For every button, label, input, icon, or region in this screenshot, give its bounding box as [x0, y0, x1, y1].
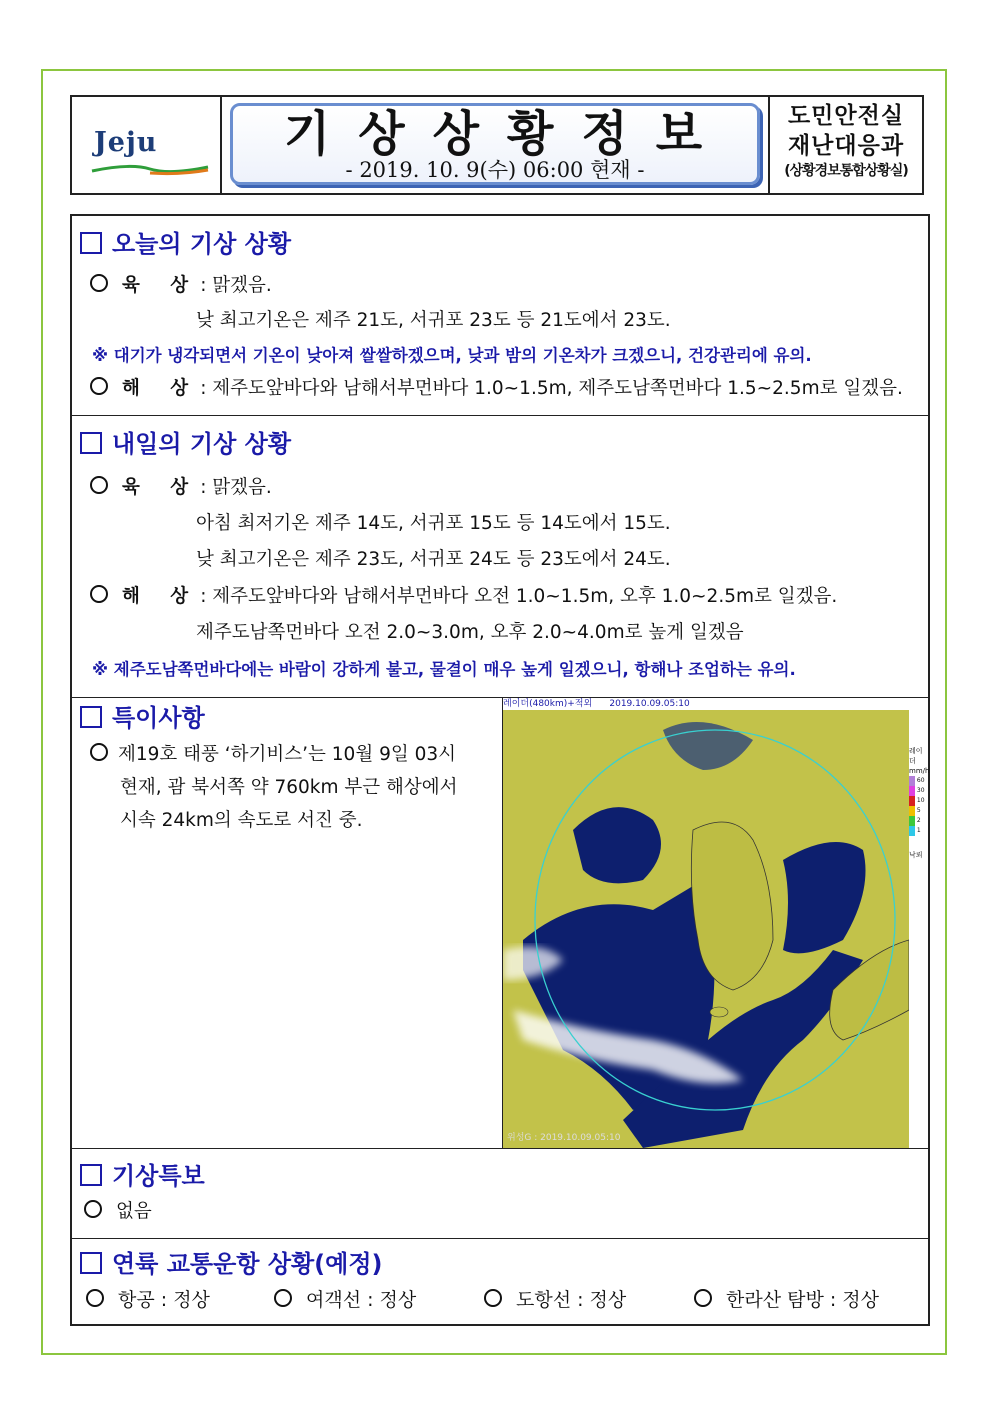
- tomorrow-sea-text: : 제주도앞바다와 남해서부먼바다 오전 1.0~1.5m, 오후 1.0~2.5m로 일겠음.: [200, 586, 838, 607]
- traffic-item-ferry: [274, 1287, 416, 1313]
- checkbox-icon: [80, 1164, 102, 1186]
- legend-row: [909, 786, 929, 796]
- traffic-item-air: [86, 1287, 210, 1313]
- tomorrow-sea-line: [90, 584, 837, 610]
- legend-lightning: 낙뢰: [909, 851, 923, 859]
- traffic-air-text: 항공 : 정상: [118, 1289, 210, 1311]
- warning-value: 없음: [116, 1201, 152, 1222]
- section-tomorrow: [72, 416, 928, 698]
- checkbox-icon: [80, 1252, 102, 1274]
- report-title: 기상상황정보: [283, 106, 731, 162]
- checkbox-icon: [80, 232, 102, 254]
- typhoon-line-3: 시속 24km의 속도로 서진 중.: [120, 810, 363, 831]
- circle-bullet-icon: [90, 585, 108, 603]
- department-cell: [768, 97, 922, 193]
- circle-bullet-icon: [86, 1289, 104, 1307]
- dept-name-3: (상황경보통합상황실): [784, 163, 908, 179]
- radar-legend: [909, 746, 929, 860]
- tomorrow-min-temp: 아침 최저기온 제주 14도, 서귀포 15도 등 14도에서 15도.: [196, 513, 671, 534]
- legend-rows: [909, 776, 929, 836]
- sea-label: 해 상: [122, 586, 201, 607]
- section-title-text: 오늘의 기상 상황: [112, 230, 291, 258]
- land-label: 육 상: [122, 275, 201, 296]
- radar-footer: 위성G : 2019.10.09.05:10: [507, 1133, 621, 1143]
- report-body: [70, 214, 930, 1326]
- today-land-text: : 맑겠음.: [200, 275, 272, 296]
- today-land-line: [90, 273, 272, 299]
- section-traffic: [72, 1239, 928, 1324]
- legend-row: [909, 826, 929, 836]
- typhoon-text-1: 제19호 태풍 ‘하기비스’는 10월 9일 03시: [118, 744, 457, 765]
- report-date: - 2019. 10. 9(수) 06:00 현재 -: [345, 158, 645, 182]
- legend-row: [909, 806, 929, 816]
- legend-row: [909, 796, 929, 806]
- section-title-special: [80, 703, 205, 733]
- legend-value: 30: [915, 787, 925, 794]
- tomorrow-land-line: [90, 475, 272, 501]
- traffic-item-island-ferry: [484, 1287, 626, 1313]
- circle-bullet-icon: [90, 743, 108, 761]
- legend-value: 60: [915, 777, 925, 784]
- radar-header: [503, 698, 690, 710]
- checkbox-icon: [80, 706, 102, 728]
- radar-satellite-image: [502, 698, 928, 1148]
- radar-map-icon: [503, 710, 909, 1148]
- legend-value: 10: [915, 797, 925, 804]
- legend-unit: mm/h: [909, 767, 930, 775]
- dept-name-2: 재난대응과: [787, 133, 905, 159]
- traffic-hallasan-text: 한라산 탐방 : 정상: [726, 1289, 879, 1311]
- section-special: [72, 698, 928, 1149]
- typhoon-line-2: 현재, 괌 북서쪽 약 760km 부근 해상에서: [120, 777, 458, 798]
- radar-time-label: 2019.10.09.05:10: [609, 699, 690, 709]
- section-title-text: 특이사항: [112, 704, 205, 732]
- today-sea-text: : 제주도앞바다와 남해서부먼바다 1.0~1.5m, 제주도남쪽먼바다 1.5~2.5m로 일겠음.: [200, 378, 903, 399]
- section-title-today: [80, 229, 291, 259]
- title-box: [230, 103, 760, 185]
- traffic-island-ferry-text: 도항선 : 정상: [516, 1289, 627, 1311]
- report-header: [70, 95, 924, 195]
- circle-bullet-icon: [90, 377, 108, 395]
- traffic-ferry-text: 여객선 : 정상: [306, 1289, 417, 1311]
- legend-row: [909, 776, 929, 786]
- section-title-text: 연륙 교통운항 상황(예정): [112, 1250, 383, 1278]
- typhoon-info: [90, 738, 500, 837]
- section-title-text: 기상특보: [112, 1162, 205, 1190]
- logo-swoosh-icon: [90, 161, 210, 177]
- section-title-warning: [80, 1161, 205, 1191]
- section-title-text: 내일의 기상 상황: [112, 430, 291, 458]
- sea-label: 해 상: [122, 378, 201, 399]
- legend-value: 5: [915, 807, 921, 814]
- tomorrow-max-temp: 낮 최고기온은 제주 23도, 서귀포 24도 등 23도에서 24도.: [196, 549, 671, 570]
- legend-value: 1: [915, 827, 921, 834]
- radar-type-label: 레이더(480km)+적외: [503, 699, 593, 709]
- today-temp-line: 낮 최고기온은 제주 21도, 서귀포 23도 등 21도에서 23도.: [196, 310, 671, 331]
- jeju-logo: [72, 97, 222, 193]
- traffic-item-hallasan: [694, 1287, 879, 1313]
- section-title-traffic: [80, 1249, 383, 1279]
- land-label: 육 상: [122, 477, 201, 498]
- legend-title: 레이더: [909, 747, 923, 765]
- circle-bullet-icon: [90, 476, 108, 494]
- tomorrow-note: ※ 제주도남쪽먼바다에는 바람이 강하게 불고, 물결이 매우 높게 일겠으니, 항해나 조업하는 유의.: [92, 660, 796, 679]
- today-note: ※ 대기가 냉각되면서 기온이 낮아져 쌀쌀하겠으며, 낮과 밤의 기온차가 크겠으니, 건강관리에 유의.: [92, 346, 812, 365]
- circle-bullet-icon: [84, 1200, 102, 1218]
- dept-name-1: 도민안전실: [787, 103, 905, 129]
- today-sea-line: [90, 376, 903, 402]
- section-title-tomorrow: [80, 429, 291, 459]
- section-today: [72, 216, 928, 416]
- tomorrow-sea-line2: 제주도남쪽먼바다 오전 2.0~3.0m, 오후 2.0~4.0m로 높게 일겠음: [196, 622, 744, 643]
- warning-line: [84, 1199, 152, 1225]
- legend-value: 2: [915, 817, 921, 824]
- circle-bullet-icon: [694, 1289, 712, 1307]
- circle-bullet-icon: [274, 1289, 292, 1307]
- legend-row: [909, 816, 929, 826]
- circle-bullet-icon: [484, 1289, 502, 1307]
- circle-bullet-icon: [90, 274, 108, 292]
- checkbox-icon: [80, 432, 102, 454]
- tomorrow-land-text: : 맑겠음.: [200, 477, 272, 498]
- logo-text: Jeju: [94, 127, 158, 158]
- typhoon-line-1: [90, 738, 500, 771]
- section-warning: [72, 1149, 928, 1239]
